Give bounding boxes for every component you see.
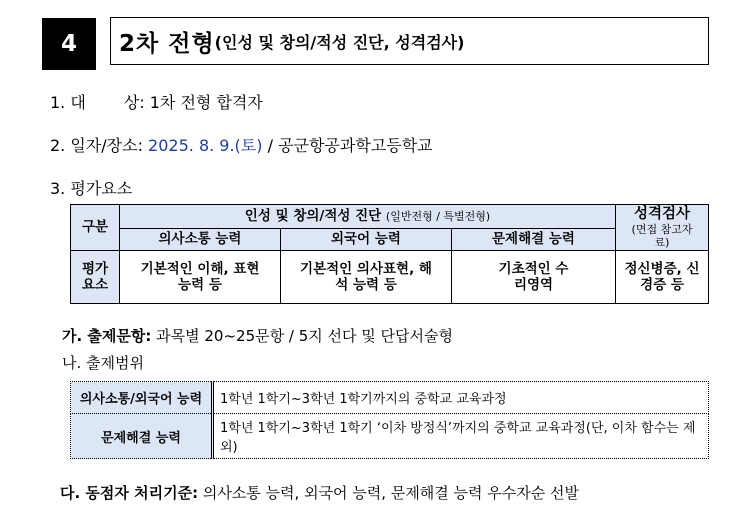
eval-col-label: 구분 — [71, 205, 120, 251]
subheader-communication: 의사소통 능력 — [120, 229, 281, 251]
eval-row-label: 평가 요소 — [71, 251, 120, 304]
personality-header-note: (면접 참고자료) — [631, 223, 693, 250]
item-date-place — [50, 133, 433, 156]
cell-problem-solving: 기초적인 수리영역 — [452, 251, 616, 304]
range-value-communication: 1학년 1학기~3학년 1학기까지의 중학교 교육과정 — [213, 382, 709, 414]
subheader-foreign-language: 외국어 능력 — [281, 229, 452, 251]
item-target-text: 1차 전형 합격자 — [149, 93, 263, 112]
cell-personality: 정신병증, 신경증 등 — [616, 251, 709, 304]
tiebreak-label: 다. 동점자 처리기준: — [60, 484, 199, 502]
subheader-problem-solving: 문제해결 능력 — [452, 229, 616, 251]
date-place-sep: / — [262, 136, 279, 155]
note-ga — [62, 325, 453, 346]
range-label-communication: 의사소통/외국어 능력 — [71, 382, 213, 414]
eval-group-header-note: (일반전형 / 특별전형) — [385, 210, 491, 224]
section-title-main: 2차 전형 — [119, 30, 215, 57]
range-table — [70, 381, 709, 459]
tiebreak-text: 의사소통 능력, 외국어 능력, 문제해결 능력 우수자순 선발 — [198, 484, 580, 502]
section-title-sub: (인성 및 창의/적성 진단, 성격검사) — [214, 32, 465, 52]
eval-heading: 3. 평가요소 — [50, 179, 133, 198]
tiebreak-rule — [60, 482, 579, 503]
item-target-num: 1. 대 — [50, 93, 86, 112]
range-value-problem-solving: 1학년 1학기~3학년 1학기 ‘이차 방정식’까지의 중학교 교육과정(단, 이차 함수는 제외) — [213, 414, 709, 459]
cell-communication: 기본적인 이해, 표현능력 등 — [120, 251, 281, 304]
note-na: 나. 출제범위 — [62, 354, 144, 372]
item-target — [50, 90, 263, 113]
evaluation-table — [70, 204, 709, 304]
eval-group-header — [120, 205, 616, 229]
personality-header-main: 성격검사 — [633, 205, 691, 222]
range-label-problem-solving: 문제해결 능력 — [71, 414, 213, 459]
note-ga-label: 가. 출제문항: — [62, 327, 152, 345]
section-title-box — [110, 17, 709, 65]
item-target-spacer: 상: — [123, 93, 150, 112]
section-number-badge: 4 — [42, 18, 96, 70]
date-value: 2025. 8. 9.(토) — [148, 136, 263, 155]
place-value: 공군항공과학고등학교 — [278, 136, 433, 155]
eval-group-header-main: 인성 및 창의/적성 진단 — [244, 208, 382, 225]
cell-foreign-language: 기본적인 의사표현, 해석 능력 등 — [281, 251, 452, 304]
personality-header — [616, 205, 709, 251]
note-ga-text: 과목별 20~25문항 / 5지 선다 및 단답서술형 — [151, 327, 453, 345]
date-place-label: 2. 일자/장소: — [50, 136, 149, 155]
